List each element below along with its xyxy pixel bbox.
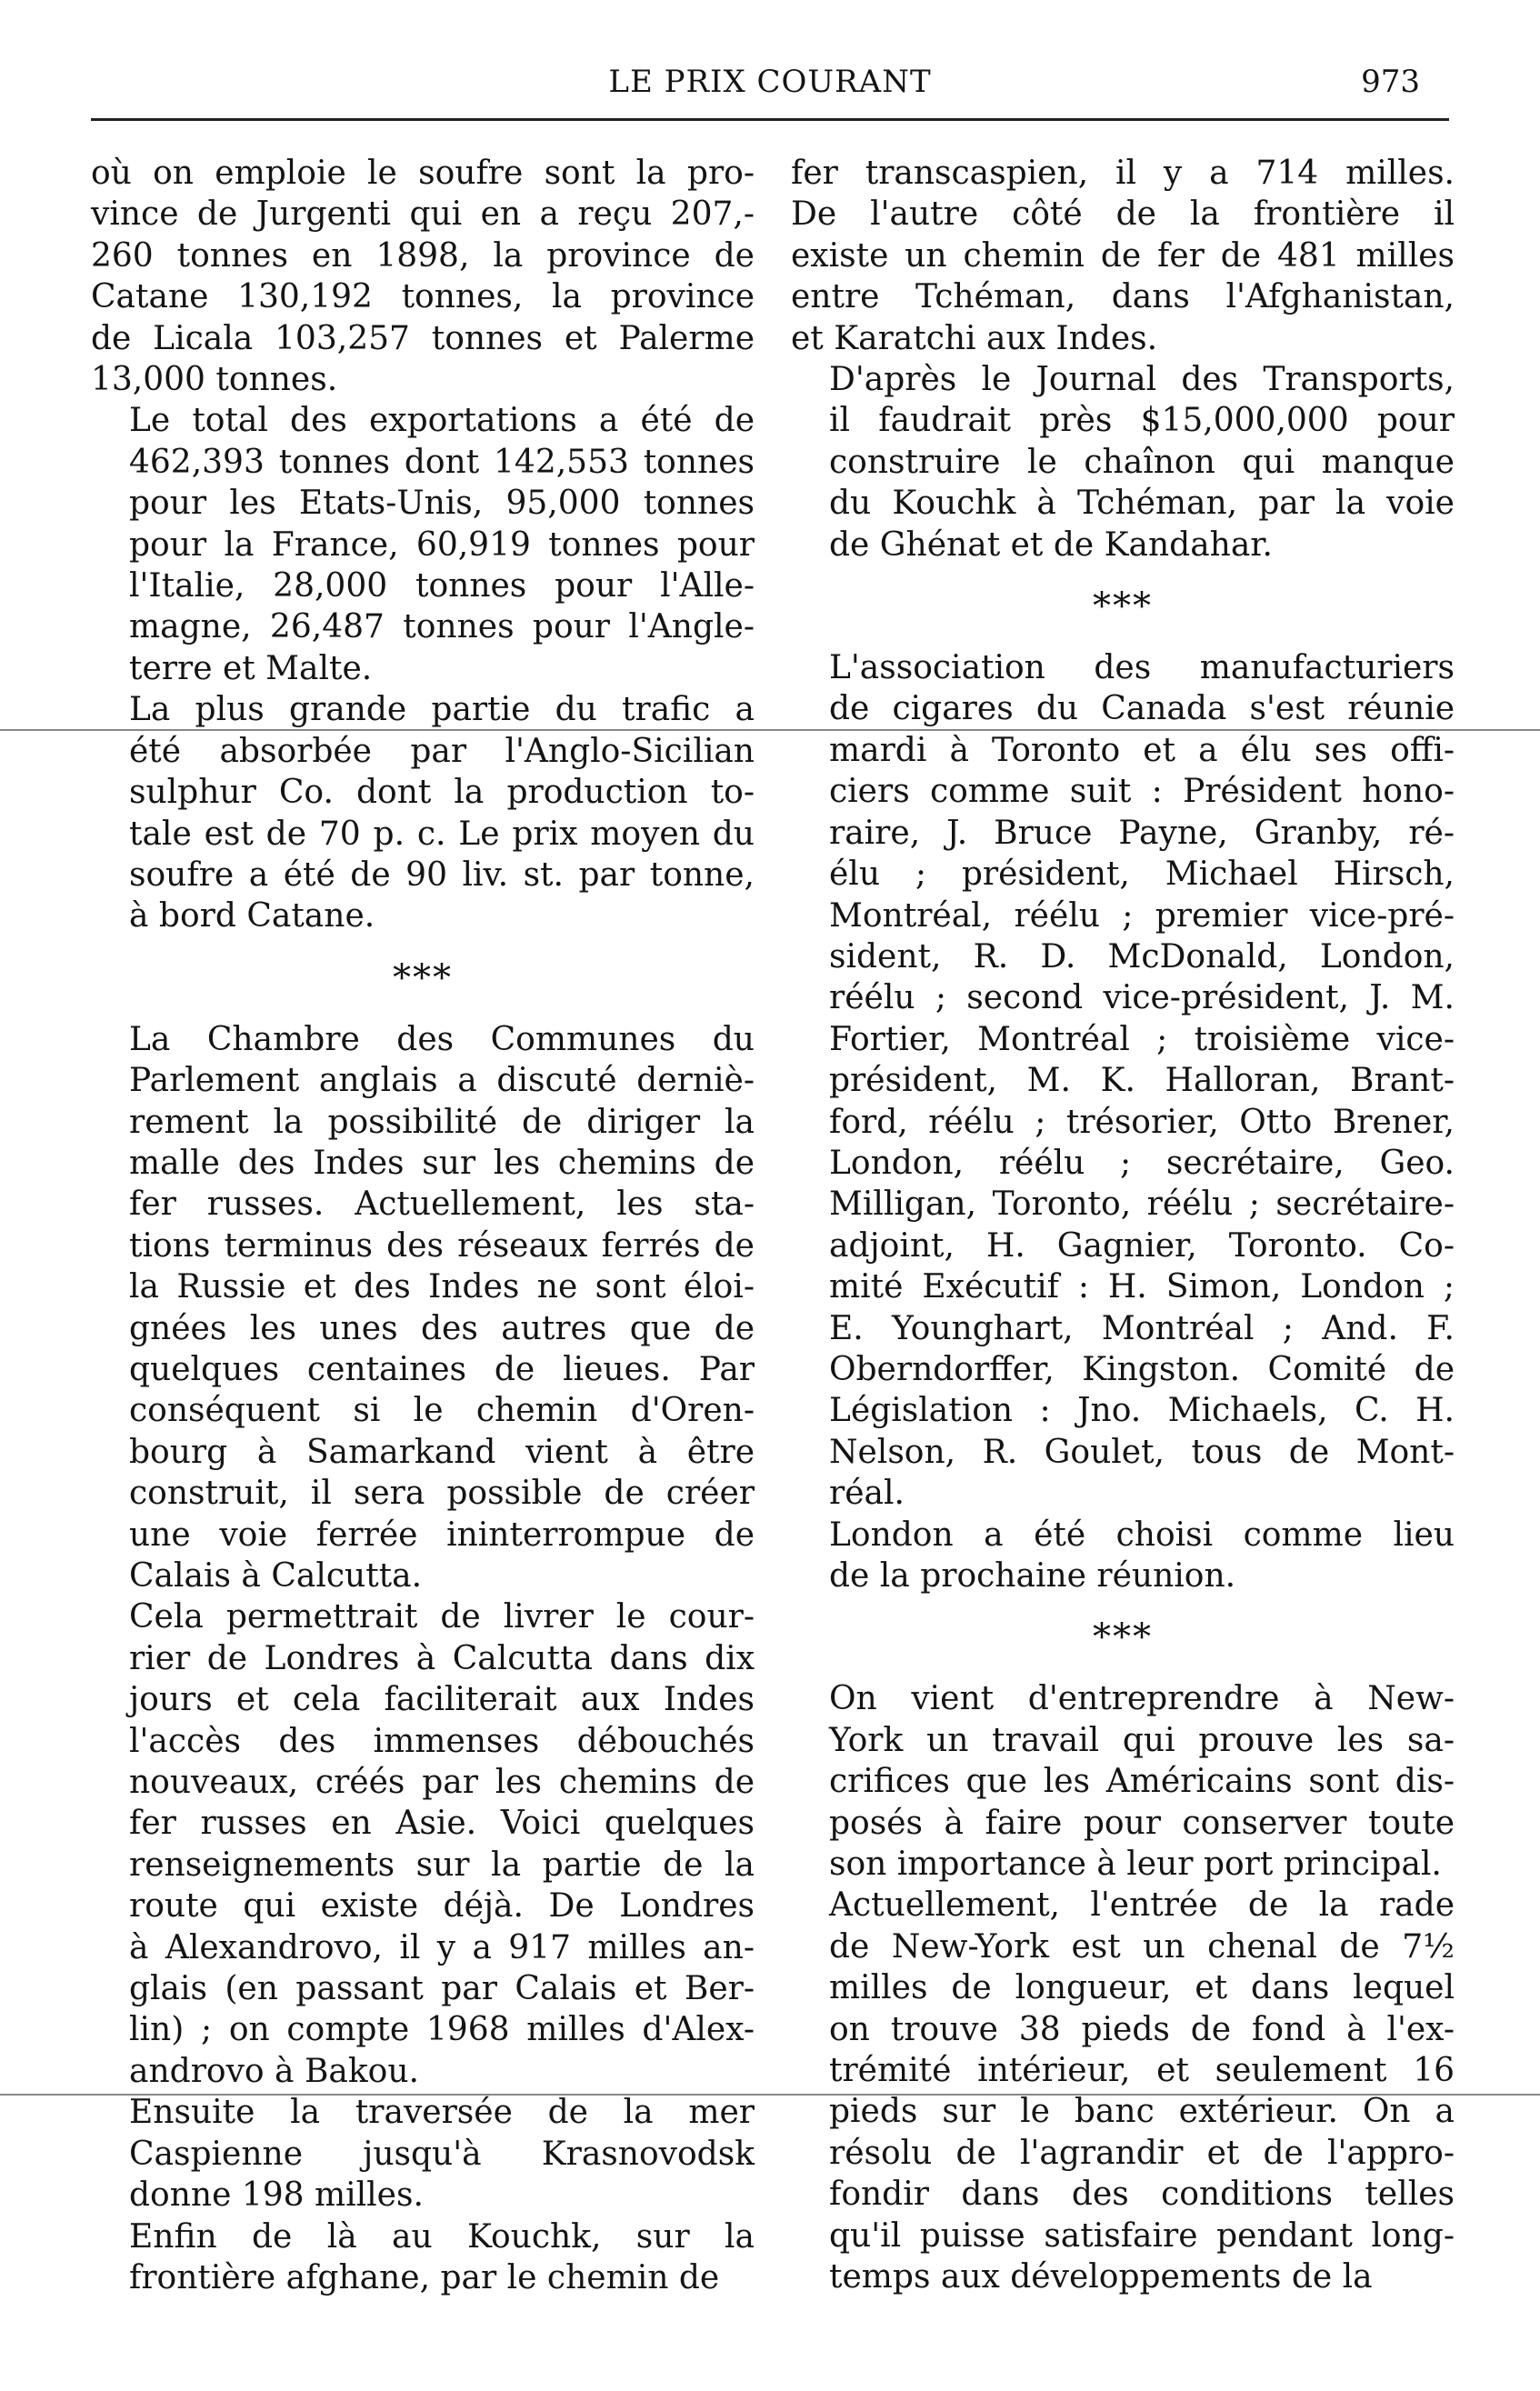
paragraph (91, 1596, 755, 2092)
text-line: magne, 26,487 tonnes pour l'Angle- (129, 608, 755, 646)
paragraph (91, 2216, 755, 2299)
text-line: mardi à Toronto et a élu ses offi- (829, 731, 1455, 769)
text-line: Nelson, R. Goulet, tous de Mont- (829, 1433, 1455, 1471)
paragraph (91, 153, 755, 400)
left-column (91, 153, 755, 2298)
paragraph (91, 400, 755, 689)
text-line: mité Exécutif : H. Simon, London ; (829, 1268, 1455, 1306)
text-line: La plus grande partie du trafic a (129, 691, 755, 729)
text-line: tions terminus des réseaux ferrés de (129, 1226, 755, 1265)
text-line: réélu ; second vice-président, J. M. (829, 979, 1455, 1017)
text-line: élu ; président, Michael Hirsch, (829, 855, 1455, 894)
text-line: milles de longueur, et dans lequel (829, 1969, 1455, 2007)
text-line: Cela permettrait de livrer le cour- (129, 1598, 755, 1636)
text-line: Actuellement, l'entrée de la rade (829, 1886, 1455, 1925)
section-ornament: *** (1093, 1616, 1153, 1659)
text-line: vince de Jurgenti qui en a reçu 207,- (91, 195, 755, 234)
running-title: LE PRIX COURANT (608, 64, 932, 100)
text-line: York un travail qui prouve les sa- (829, 1721, 1455, 1759)
text-line: London, réélu ; secrétaire, Geo. (829, 1144, 1455, 1182)
text-line: On vient d'entreprendre à New- (829, 1680, 1455, 1718)
text-line: sident, R. D. McDonald, London, (829, 937, 1455, 975)
text-line: donne 198 milles. (129, 2176, 424, 2215)
text-line: Parlement anglais a discuté derniè- (129, 1062, 755, 1100)
text-line: il faudrait près $15,000,000 pour (829, 402, 1455, 440)
paragraph (791, 1515, 1455, 1597)
text-line: conséquent si le chemin d'Oren- (129, 1392, 755, 1430)
paragraph (91, 1019, 755, 1597)
section-ornament: *** (393, 956, 453, 999)
text-line: été absorbée par l'Anglo-Sicilian (129, 732, 755, 770)
text-line: L'association des manufacturiers (829, 649, 1455, 687)
text-line: Catane 130,192 tonnes, la province (91, 278, 755, 316)
text-line: Enfin de là au Kouchk, sur la (129, 2217, 755, 2256)
text-line: 13,000 tonnes. (91, 361, 338, 399)
text-line: de cigares du Canada s'est réunie (829, 690, 1455, 728)
text-line: ciers comme suit : Président hono- (829, 773, 1455, 811)
text-line: androvo à Bakou. (129, 2052, 419, 2090)
text-line: temps aux développements de la (829, 2258, 1373, 2296)
text-line: la Russie et des Indes ne sont éloi- (129, 1268, 755, 1306)
page-header (91, 56, 1449, 111)
text-line: crifices que les Américains sont dis- (829, 1763, 1455, 1801)
text-line: renseignements sur la partie de la (129, 1846, 755, 1884)
text-line: adjoint, H. Gagnier, Toronto. Co- (829, 1226, 1455, 1265)
text-line: 462,393 tonnes dont 142,553 tonnes (129, 443, 755, 481)
text-line: qu'il puisse satisfaire pendant long- (829, 2216, 1455, 2255)
text-line: Oberndorffer, Kingston. Comité de (829, 1350, 1455, 1388)
paragraph (791, 153, 1455, 359)
text-line: où on emploie le soufre sont la pro- (91, 155, 755, 192)
text-line: De l'autre côté de la frontière il (791, 195, 1455, 234)
text-line: entre Tchéman, dans l'Afghanistan, (791, 278, 1455, 316)
text-line: jours et cela faciliterait aux Indes (129, 1681, 755, 1719)
text-line: l'Italie, 28,000 tonnes pour l'Alle- (129, 567, 755, 605)
text-line: et Karatchi aux Indes. (791, 319, 1158, 357)
text-line: Le total des exportations a été de (129, 402, 755, 440)
text-line: D'après le Journal des Transports, (829, 361, 1455, 399)
text-line: une voie ferrée ininterrompue de (129, 1516, 755, 1554)
text-line: London a été choisi comme lieu (829, 1516, 1455, 1554)
text-line: 260 tonnes en 1898, la province de (91, 236, 755, 275)
text-line: son importance à leur port principal. (829, 1846, 1442, 1884)
text-line: de New-York est un chenal de 7½ (829, 1927, 1455, 1966)
text-line: terre et Malte. (129, 649, 373, 687)
text-line: malle des Indes sur les chemins de (129, 1144, 755, 1182)
paragraph (791, 1678, 1455, 1885)
text-line: Fortier, Montréal ; troisième vice- (829, 1020, 1455, 1058)
text-line: de la prochaine réunion. (829, 1557, 1236, 1595)
right-column (791, 153, 1455, 2298)
text-line: sulphur Co. dont la production to- (129, 774, 755, 812)
text-line: du Kouchk à Tchéman, par la voie (829, 485, 1455, 523)
text-line: Caspienne jusqu'à Krasnovodsk (129, 2135, 755, 2173)
paragraph (791, 359, 1455, 565)
text-line: rement la possibilité de diriger la (129, 1103, 755, 1141)
text-line: fer russes. Actuellement, les sta- (129, 1185, 755, 1224)
text-line: E. Younghart, Montréal ; And. F. (829, 1309, 1455, 1347)
text-line: pour les Etats-Unis, 95,000 tonnes (129, 485, 755, 523)
text-line: Milligan, Toronto, réélu ; secrétaire- (829, 1185, 1455, 1224)
text-line: Législation : Jno. Michaels, C. H. (829, 1392, 1455, 1430)
text-line: fondir dans des conditions telles (829, 2176, 1455, 2214)
text-line: Calais à Calcutta. (129, 1557, 423, 1595)
text-line: de Ghénat et de Kandahar. (829, 525, 1274, 564)
text-line: pour la France, 60,919 tonnes pour (129, 525, 755, 564)
text-line: de Licala 103,257 tonnes et Palerme (91, 319, 755, 357)
text-line: à Alexandrovo, il y a 917 milles an- (129, 1928, 755, 1966)
text-line: Ensuite la traversée de la mer (129, 2094, 755, 2132)
text-line: posés à faire pour conserver toute (829, 1804, 1455, 1842)
text-line: nouveaux, créés par les chemins de (129, 1764, 755, 1802)
text-line: fer russes en Asie. Voici quelques (129, 1805, 755, 1843)
text-line: bourg à Samarkand vient à être (129, 1433, 755, 1471)
text-line: tale est de 70 p. c. Le prix moyen du (129, 815, 755, 853)
text-line: existe un chemin de fer de 481 milles (791, 236, 1455, 275)
paragraph (91, 2092, 755, 2216)
text-line: rier de Londres à Calcutta dans dix (129, 1639, 755, 1677)
header-rule (91, 118, 1449, 121)
text-line: ford, réélu ; trésorier, Otto Brener, (829, 1103, 1455, 1141)
text-line: frontière afghane, par le chemin de (129, 2258, 720, 2296)
text-line: Montréal, réélu ; premier vice-pré- (829, 896, 1455, 935)
text-line: l'accès des immenses débouchés (129, 1722, 755, 1760)
text-line: réal. (829, 1475, 905, 1513)
text-line: raire, J. Bruce Payne, Granby, ré- (829, 814, 1455, 852)
text-line: lin) ; on compte 1968 milles d'Alex- (129, 2011, 755, 2049)
text-line: trémité intérieur, et seulement 16 (829, 2052, 1455, 2090)
paragraph (791, 647, 1455, 1515)
text-line: fer transcaspien, il y a 714 milles. (791, 155, 1455, 192)
text-line: construire le chaînon qui manque (829, 443, 1455, 481)
text-line: route qui existe déjà. De Londres (129, 1887, 755, 1926)
page-number: 973 (1361, 64, 1420, 100)
text-line: glais (en passant par Calais et Ber- (129, 1970, 755, 2008)
text-line: gnées les unes des autres que de (129, 1309, 755, 1347)
text-line: résolu de l'agrandir et de l'appro- (829, 2134, 1455, 2172)
paragraph (91, 689, 755, 936)
text-line: on trouve 38 pieds de fond à l'ex- (829, 2010, 1455, 2048)
text-line: construit, il sera possible de créer (129, 1475, 755, 1513)
text-line: pieds sur le banc extérieur. On a (829, 2093, 1455, 2131)
text-line: président, M. K. Halloran, Brant- (829, 1062, 1455, 1100)
paragraph (791, 1885, 1455, 2297)
section-ornament: *** (1093, 585, 1153, 628)
text-line: à bord Catane. (129, 897, 375, 935)
text-line: soufre a été de 90 liv. st. par tonne, (129, 855, 755, 894)
text-line: La Chambre des Communes du (129, 1020, 755, 1058)
text-line: quelques centaines de lieues. Par (129, 1350, 755, 1388)
